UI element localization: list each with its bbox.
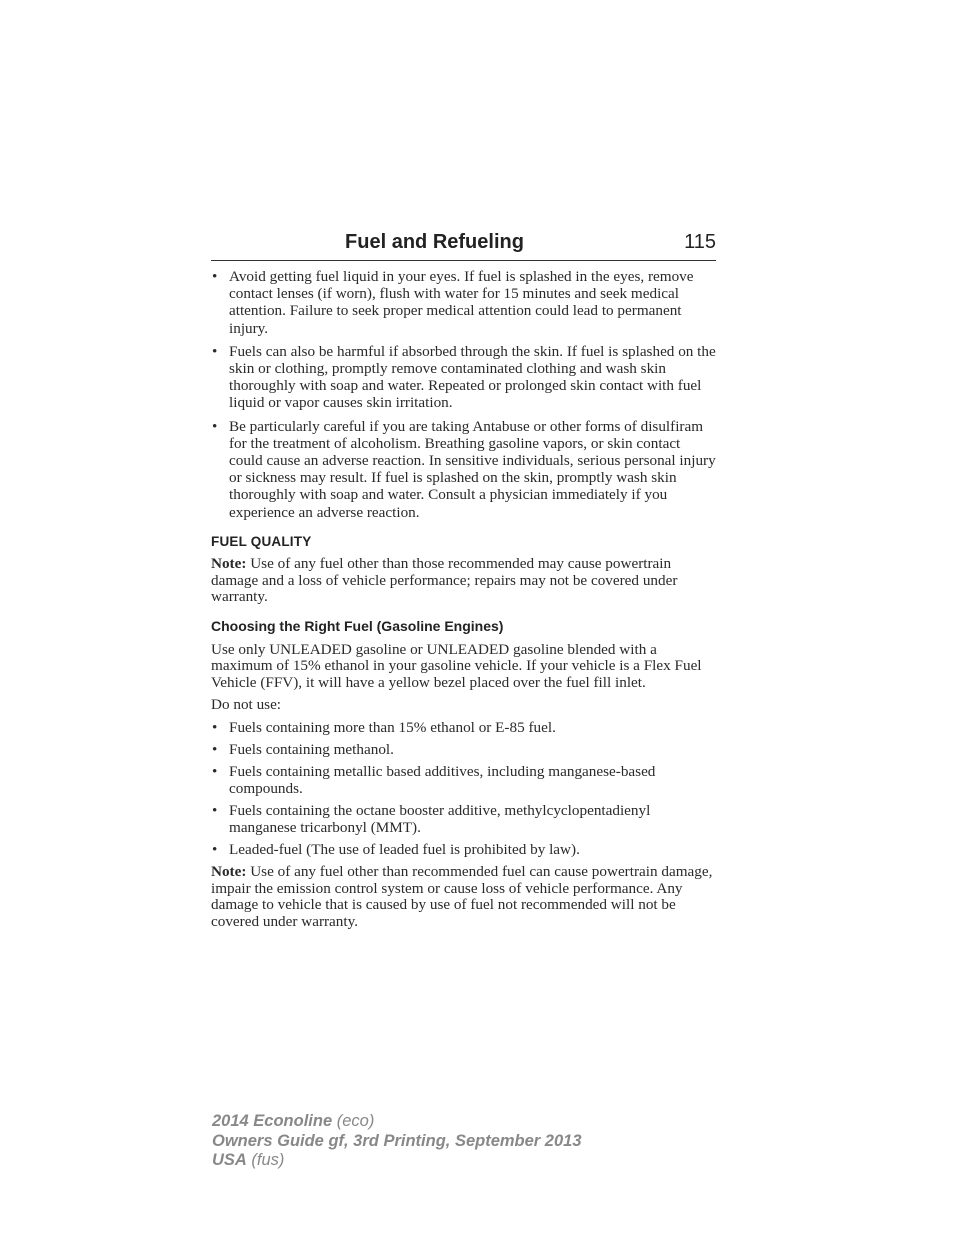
bullet-icon: • <box>212 417 218 435</box>
list-item <box>211 842 717 858</box>
bullet-icon: • <box>212 718 218 736</box>
fuel-note <box>211 864 717 930</box>
do-not-use-label: Do not use: <box>211 696 282 714</box>
page-footer <box>212 1112 582 1171</box>
footer-model-code: (eco) <box>332 1112 375 1130</box>
page-title: Fuel and Refueling <box>345 231 524 253</box>
do-not-use-list <box>211 720 717 859</box>
warning-list <box>211 268 717 521</box>
bullet-icon: • <box>212 840 218 858</box>
fuel-quality-note <box>211 556 717 605</box>
note-text: Use of any fuel other than those recommended may cause powertrain damage and a loss of vehicle performance; repairs may not be covered under warranty. <box>211 555 678 606</box>
list-item-text: Fuels containing metallic based additives, including manganese-based compounds. <box>229 763 656 797</box>
footer-model: 2014 Econoline <box>212 1112 333 1130</box>
note-label: Note: <box>211 863 247 881</box>
list-item <box>211 343 717 412</box>
list-item <box>211 764 717 797</box>
footer-line-market <box>212 1151 582 1171</box>
list-item <box>211 803 717 836</box>
list-item-text: Fuels can also be harmful if absorbed through the skin. If fuel is splashed on the skin or clothing, promptly remove contaminated clothing and wash skin thoroughly with soap and water. Repeated or prolonged skin contact with fuel liquid or vapor causes skin irritation. <box>229 342 716 412</box>
list-item <box>211 418 717 521</box>
page-header <box>211 228 716 261</box>
bullet-icon: • <box>212 763 218 781</box>
bullet-icon: • <box>212 268 218 285</box>
section-heading-fuel-quality: FUEL QUALITY <box>211 533 312 549</box>
bullet-icon: • <box>212 740 218 758</box>
list-item-text: Fuels containing the octane booster additive, methylcyclopentadienyl manganese tricarbonyl (MMT). <box>229 802 651 836</box>
footer-market: USA <box>212 1151 247 1169</box>
note-label: Note: <box>211 555 247 573</box>
page-number: 115 <box>684 231 716 253</box>
list-item-text: Leaded-fuel (The use of leaded fuel is prohibited by law). <box>229 840 580 858</box>
list-item-text: Avoid getting fuel liquid in your eyes. If fuel is splashed in the eyes, remove contact lenses (if worn), flush with water for 15 minutes and seek medical attention. Failure to seek proper medical attention could lead to permanent injury. <box>229 268 694 337</box>
note-text: Use of any fuel other than recommended fuel can cause powertrain damage, impair the emission control system or cause loss of vehicle performance. Any damage to vehicle that is caused by use of fuel not recommended will not be covered under warranty. <box>211 863 713 930</box>
footer-market-code: (fus) <box>246 1151 285 1169</box>
list-item <box>211 268 717 337</box>
list-item <box>211 720 717 736</box>
choosing-paragraph: Use only UNLEADED gasoline or UNLEADED gasoline blended with a maximum of 15% ethanol in your gasoline vehicle. If your vehicle is a Flex Fuel Vehicle (FFV), it will have a yellow bezel placed over the fuel fill inlet. <box>211 640 702 691</box>
list-item-text: Be particularly careful if you are taking Antabuse or other forms of disulfiram for the treatment of alcoholism. Breathing gasoline vapors, or skin contact could cause an adverse reaction. In sensitive individuals, serious personal injury or sickness may result. If fuel is splashed on the skin, promptly wash skin thoroughly with soap and water. Consult a physician immediately if you experience an adverse reaction. <box>229 417 716 521</box>
page-content <box>211 268 717 936</box>
footer-line-model <box>212 1112 582 1132</box>
footer-line-printing <box>212 1132 582 1152</box>
bullet-icon: • <box>212 342 218 360</box>
footer-printing: Owners Guide gf, 3rd Printing, September 2013 <box>212 1131 582 1150</box>
list-item-text: Fuels containing more than 15% ethanol or E-85 fuel. <box>229 718 556 736</box>
subsection-heading-choosing-fuel: Choosing the Right Fuel (Gasoline Engines) <box>211 618 504 635</box>
list-item <box>211 742 717 758</box>
list-item-text: Fuels containing methanol. <box>229 740 394 758</box>
bullet-icon: • <box>212 802 218 820</box>
